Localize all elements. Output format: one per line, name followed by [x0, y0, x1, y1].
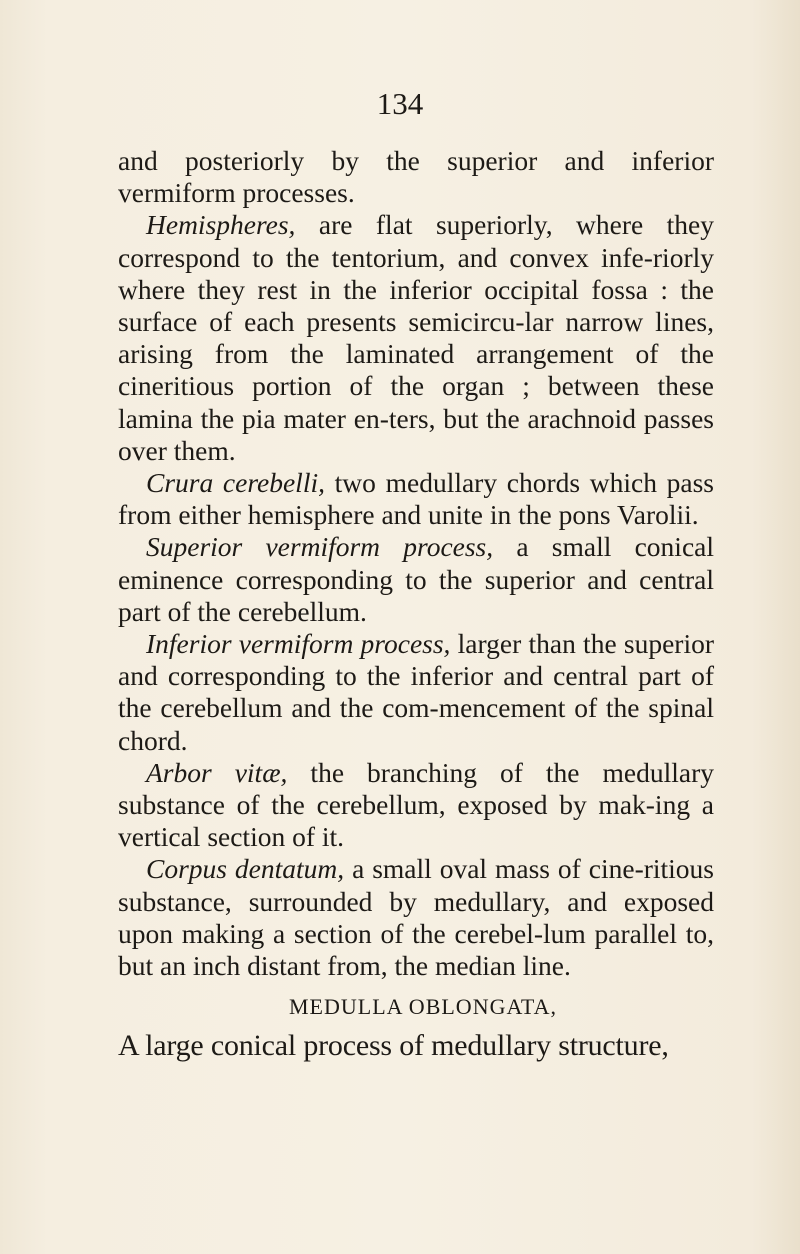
- body-text: [118, 145, 714, 1064]
- page-number: 134: [376, 86, 424, 121]
- paragraph-text: a small conical eminence corresponding to the superior and central part of the cerebellum.: [118, 531, 714, 627]
- term-arbor-vitae: Arbor vitæ,: [146, 756, 288, 788]
- paragraph-superior-vermiform: [118, 531, 714, 628]
- term-hemispheres: Hemispheres,: [146, 209, 296, 241]
- term-inferior-vermiform: Inferior vermiform process,: [146, 628, 451, 660]
- section-heading: MEDULLA OBLONGATA,: [288, 994, 557, 1020]
- paragraph-arbor-vitae: [118, 757, 714, 854]
- paragraph-text: are flat superiorly, where they correspond to the tentorium, and convex infe-riorly where they rest in the inferior occipital fossa : the surface of each presents semicircu-lar narrow lines, arising from the laminated arrangement of the cineritious portion of the organ ; between these lamina the pia mater en-ters, but the arachnoid passes over them.: [118, 209, 714, 466]
- paragraph-text: the branching of the medullary substance of the cerebellum, exposed by mak-ing a vertical section of it.: [118, 756, 714, 853]
- closing-line: A large conical process of medullary structure,: [118, 1029, 669, 1063]
- paragraph-text: and posteriorly by the superior and inferior vermiform processes.: [118, 145, 714, 209]
- paragraph-corpus-dentatum: [118, 853, 714, 982]
- paragraph-text: larger than the superior and corresponding to the inferior and central part of the cerebellum and the com-mencement of the spinal chord.: [118, 628, 714, 756]
- paragraph-text: two medullary chords which pass from either hemisphere and unite in the pons Varolii.: [118, 467, 715, 531]
- paragraph-hemispheres: [118, 209, 714, 467]
- term-corpus-dentatum: Corpus dentatum,: [146, 853, 345, 885]
- paragraph-continuation: [118, 145, 714, 209]
- term-crura-cerebelli: Crura cerebelli,: [146, 467, 325, 499]
- paragraph-crura-cerebelli: [118, 467, 714, 531]
- term-superior-vermiform: Superior vermiform process,: [146, 531, 494, 563]
- paragraph-text: a small oval mass of cine-ritious substance, surrounded by medullary, and exposed upon making a section of the cerebel-lum parallel to, but an inch distant from, the median line.: [118, 853, 715, 982]
- paragraph-inferior-vermiform: [118, 628, 714, 757]
